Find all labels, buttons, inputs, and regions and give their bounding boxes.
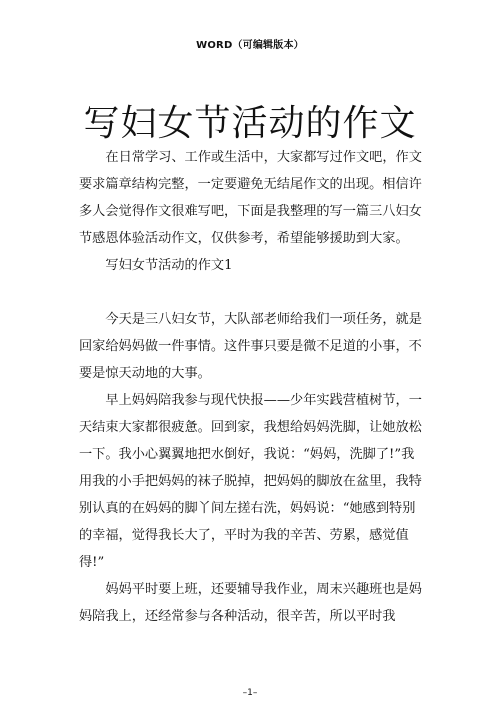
body-paragraph: 早上妈妈陪我参与现代快报——少年实践营植树节，一天结束大家都很疲惫。回到家，我想给妈妈洗脚，让她放松一下。我小心翼翼地把水倒好，我说：“妈妈，洗脚了!”我用我的小手把妈妈的袜子脱掉，把妈妈的脚放在盆里，我特别认真的在妈妈的脚丫间左搓右洗，妈妈说：“她感到特别的幸福，觉得我长大了，平时为我的辛苦、劳累，感觉值得!” (79, 393, 422, 570)
document-body (79, 144, 424, 630)
body-paragraph: 今天是三八妇女节，大队部老师给我们一项任务，就是回家给妈妈做一件事情。这件事只要是微不足道的小事，不要是惊天动地的大事。 (79, 312, 422, 381)
document-title: 写妇女节活动的作文 (83, 103, 417, 145)
section-heading: 写妇女节活动的作文1 (105, 258, 233, 273)
blank-line (79, 279, 424, 306)
document-header: WORD（可编辑版本） (196, 40, 304, 51)
body-paragraph: 妈妈平时要上班，还要辅导我作业，周末兴趣班也是妈妈陪我上，还经常参与各种活动，很辛苦，所以平时我 (79, 582, 422, 624)
intro-paragraph: 在日常学习、工作或生活中，大家都写过作文吧，作文要求篇章结构完整，一定要避免无结尾作文的出现。相信许多人会觉得作文很难写吧，下面是我整理的写一篇三八妇女节感恩体验活动作文，仅供参考，希望能够援助到大家。 (79, 150, 422, 246)
page-number: –1– (242, 688, 258, 698)
